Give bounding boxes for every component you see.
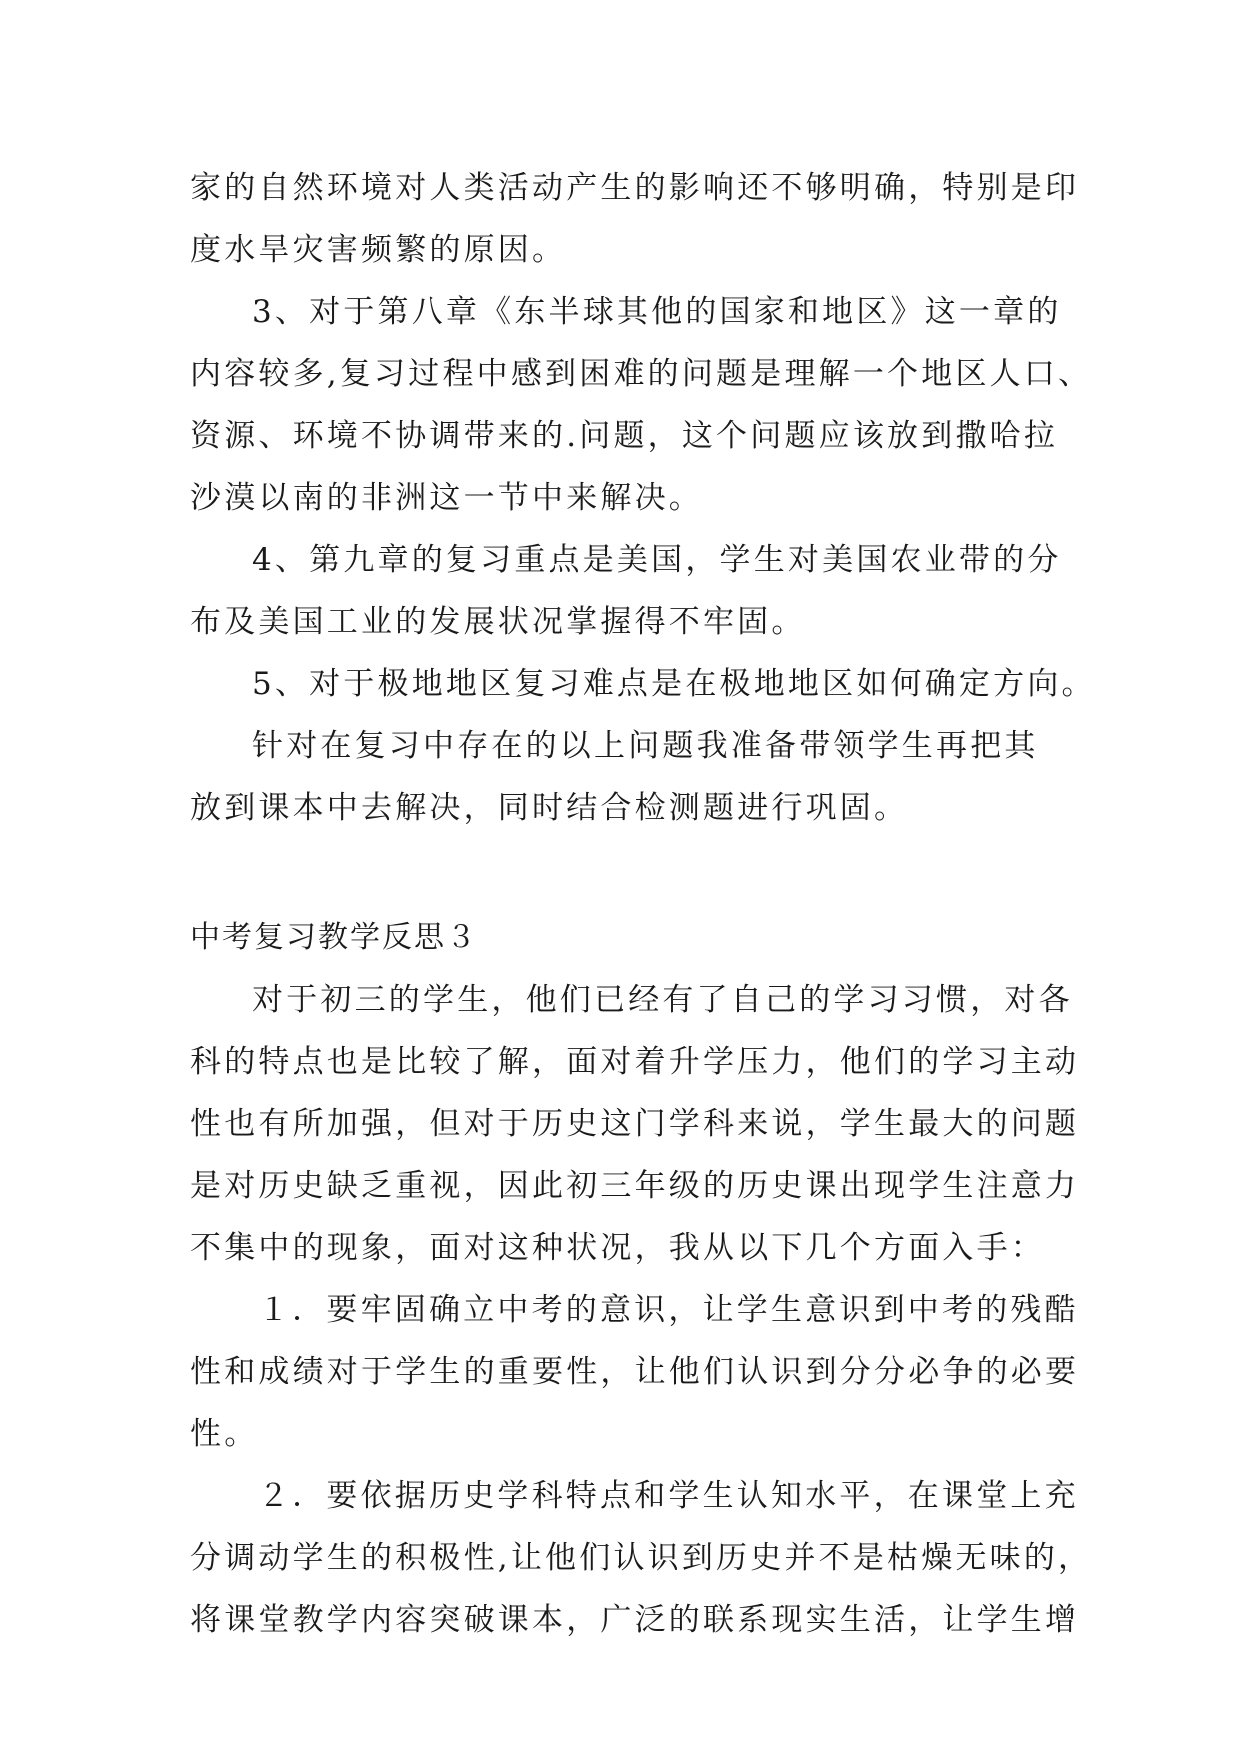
paragraph-line: 针对在复习中存在的以上问题我准备带领学生再把其 xyxy=(252,728,1039,764)
paragraph-line: 资源、环境不协调带来的.问题，这个问题应该放到撒哈拉 xyxy=(190,418,1059,454)
paragraph-line: 性。 xyxy=(190,1416,259,1452)
paragraph-line: 沙漠以南的非洲这一节中来解决。 xyxy=(190,480,703,516)
paragraph-line: 性和成绩对于学生的重要性，让他们认识到分分必争的必要 xyxy=(190,1354,1080,1390)
paragraph-line: 度水旱灾害频繁的原因。 xyxy=(190,232,567,268)
paragraph-line: 5、对于极地地区复习难点是在极地地区如何确定方向。 xyxy=(252,666,1096,702)
paragraph-line: 布及美国工业的发展状况掌握得不牢固。 xyxy=(190,604,806,640)
paragraph-line: １．要牢固确立中考的意识，让学生意识到中考的残酷 xyxy=(258,1292,1079,1328)
section-title: 中考复习教学反思３ xyxy=(190,920,478,955)
paragraph-line: 将课堂教学内容突破课本，广泛的联系现实生活，让学生增 xyxy=(190,1602,1080,1638)
paragraph-line: 科的特点也是比较了解，面对着升学压力，他们的学习主动 xyxy=(190,1044,1080,1080)
paragraph-line: 对于初三的学生，他们已经有了自己的学习习惯，对各 xyxy=(252,982,1073,1018)
paragraph-line: 内容较多,复习过程中感到困难的问题是理解一个地区人口、 xyxy=(190,356,1093,392)
paragraph-line: 是对历史缺乏重视，因此初三年级的历史课出现学生注意力 xyxy=(190,1168,1080,1204)
paragraph-line: 3、对于第八章《东半球其他的国家和地区》这一章的 xyxy=(252,294,1062,330)
paragraph-line: 性也有所加强，但对于历史这门学科来说，学生最大的问题 xyxy=(190,1106,1080,1142)
section-spacer xyxy=(190,839,1050,907)
paragraph-line: 不集中的现象，面对这种状况，我从以下几个方面入手： xyxy=(190,1230,1045,1266)
paragraph-line: 放到课本中去解决，同时结合检测题进行巩固。 xyxy=(190,790,909,826)
document-page xyxy=(190,157,1096,1651)
paragraph-line: ２．要依据历史学科特点和学生认知水平，在课堂上充 xyxy=(258,1478,1079,1514)
paragraph-line: 4、第九章的复习重点是美国，学生对美国农业带的分 xyxy=(252,542,1062,578)
paragraph-line: 分调动学生的积极性,让他们认识到历史并不是枯燥无味的， xyxy=(190,1540,1093,1576)
paragraph-line: 家的自然环境对人类活动产生的影响还不够明确，特别是印 xyxy=(190,170,1080,206)
